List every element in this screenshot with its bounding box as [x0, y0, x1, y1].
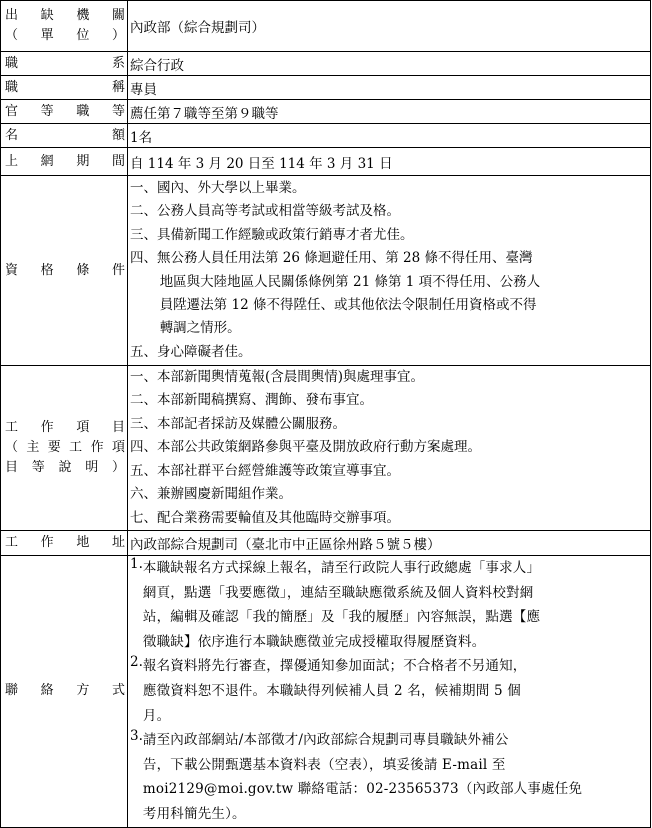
row-position	[1, 76, 651, 100]
contact-item-line: 本職缺報名方式採線上報名，請至行政院人事行政總處「事求人」	[142, 560, 541, 576]
contact-item-number: 1.	[130, 556, 143, 572]
row-quota	[1, 124, 651, 148]
qualification-item-line: 轉調之情形。	[159, 320, 241, 337]
label-qualifications: 資 格 條 件	[1, 176, 128, 366]
contact-item-number: 2.	[130, 654, 143, 671]
value-address: 內政部綜合規劃司（臺北市中正區徐州路５號５樓）	[128, 531, 651, 556]
row-qualifications	[1, 176, 651, 366]
contact-item	[130, 728, 650, 826]
duty-item: 一、本部新聞輿情蒐報(含晨間輿情)與處理事宜。	[130, 369, 425, 386]
label-quota: 名 額	[1, 124, 128, 148]
row-grade	[1, 100, 651, 124]
row-title	[1, 52, 651, 76]
duty-item: 七、配合業務需要輪值及其他臨時交辦事項。	[130, 509, 400, 526]
contact-item-line: 站，編輯及確認「我的簡歷」及「我的履歷」內容無誤，點選【應	[142, 609, 541, 626]
duty-item: 五、本部社群平台經營維護等政策宣導事宜。	[130, 462, 400, 479]
contact-item	[130, 556, 650, 654]
qualification-item: 三、具備新聞工作經驗或政策行銷專才者尤佳。	[130, 226, 414, 243]
label-grade: 官 等 職 等	[1, 100, 128, 124]
label-period: 上 網 期 間	[1, 148, 128, 176]
contact-item-line: 考用科簡先生）。	[142, 805, 246, 822]
label-duties: 工 作 項 目 （ 主 要 工 作 項 目 等 說 明 ）	[1, 366, 128, 531]
label-unit	[1, 1, 128, 52]
row-unit	[1, 1, 651, 52]
label-address: 工 作 地 址	[1, 531, 128, 556]
value-duties	[128, 366, 651, 531]
value-contact	[128, 556, 651, 828]
value-period: 自 114 年 3 月 20 日至 114 年 3 月 31 日	[128, 148, 651, 176]
value-qualifications	[128, 176, 651, 366]
contact-item-line: 月。	[142, 707, 171, 724]
contact-item-line: 請至內政部網站/本部徵才/內政部綜合規劃司專員職缺外補公	[142, 732, 509, 749]
value-position: 專員	[128, 76, 651, 100]
qualification-item-line: 員陞遷法第 12 條不得陞任、或其他依法令限制任用資格或不得	[159, 296, 537, 313]
contact-item-line: 應徵資料恕不退件。本職缺得列候補人員 2 名，候補期間 5 個	[142, 682, 521, 699]
row-address	[1, 531, 651, 556]
value-title: 綜合行政	[128, 52, 651, 76]
label-position: 職 稱	[1, 76, 128, 100]
value-grade: 薦任第７職等至第９職等	[128, 100, 651, 124]
contact-item-line: 網頁，點選「我要應徵」，連結至職缺應徵系統及個人資料校對網	[142, 584, 534, 601]
row-contact	[1, 556, 651, 828]
label-title: 職 系	[1, 52, 128, 76]
duty-item: 六、兼辦國慶新聞組作業。	[130, 486, 292, 503]
contact-item-line: 徵職缺】依序進行本職缺應徵並完成授權取得履歷資料。	[142, 633, 486, 650]
qualification-item: 二、公務人員高等考試或相當等級考試及格。	[130, 203, 400, 220]
row-duties	[1, 366, 651, 531]
qualification-item-line: 地區與大陸地區人民關係條例第 21 條第 1 項不得任用、公務人	[159, 273, 541, 290]
qualification-item: 一、國內、外大學以上畢業。	[130, 179, 306, 196]
value-unit: 內政部（綜合規劃司）	[128, 1, 651, 52]
duty-item: 二、本部新聞稿撰寫、潤飾、發布事宜。	[130, 392, 373, 409]
contact-item-line: moi2129@moi.gov.tw 聯絡電話：02-23565373（內政部人事處任免	[142, 781, 583, 798]
contact-item-number: 3.	[130, 728, 143, 745]
qualification-item-line: 四、無公務人員任用法第 26 條迴避任用、第 28 條不得任用、臺灣	[130, 250, 533, 267]
duty-item: 四、本部公共政策網路參與平臺及開放政府行動方案處理。	[130, 439, 481, 456]
qualification-item	[130, 247, 650, 341]
contact-item-line: 告，下載公開甄選基本資料表（空表），填妥後請 E-mail 至	[142, 756, 506, 773]
label-unit-line2: （ 單 位 ）	[5, 28, 125, 43]
contact-item	[130, 654, 650, 728]
qualification-item: 五、身心障礙者佳。	[130, 343, 252, 360]
row-period	[1, 148, 651, 176]
duty-item: 三、本部記者採訪及媒體公關服務。	[130, 415, 346, 432]
value-quota: 1名	[128, 124, 651, 148]
label-contact: 聯 絡 方 式	[1, 556, 128, 828]
label-unit-line1: 出 缺 機 關	[5, 8, 125, 23]
contact-item-line: 報名資料將先行審查，擇優通知參加面試；不合格者不另通知，	[142, 658, 527, 675]
